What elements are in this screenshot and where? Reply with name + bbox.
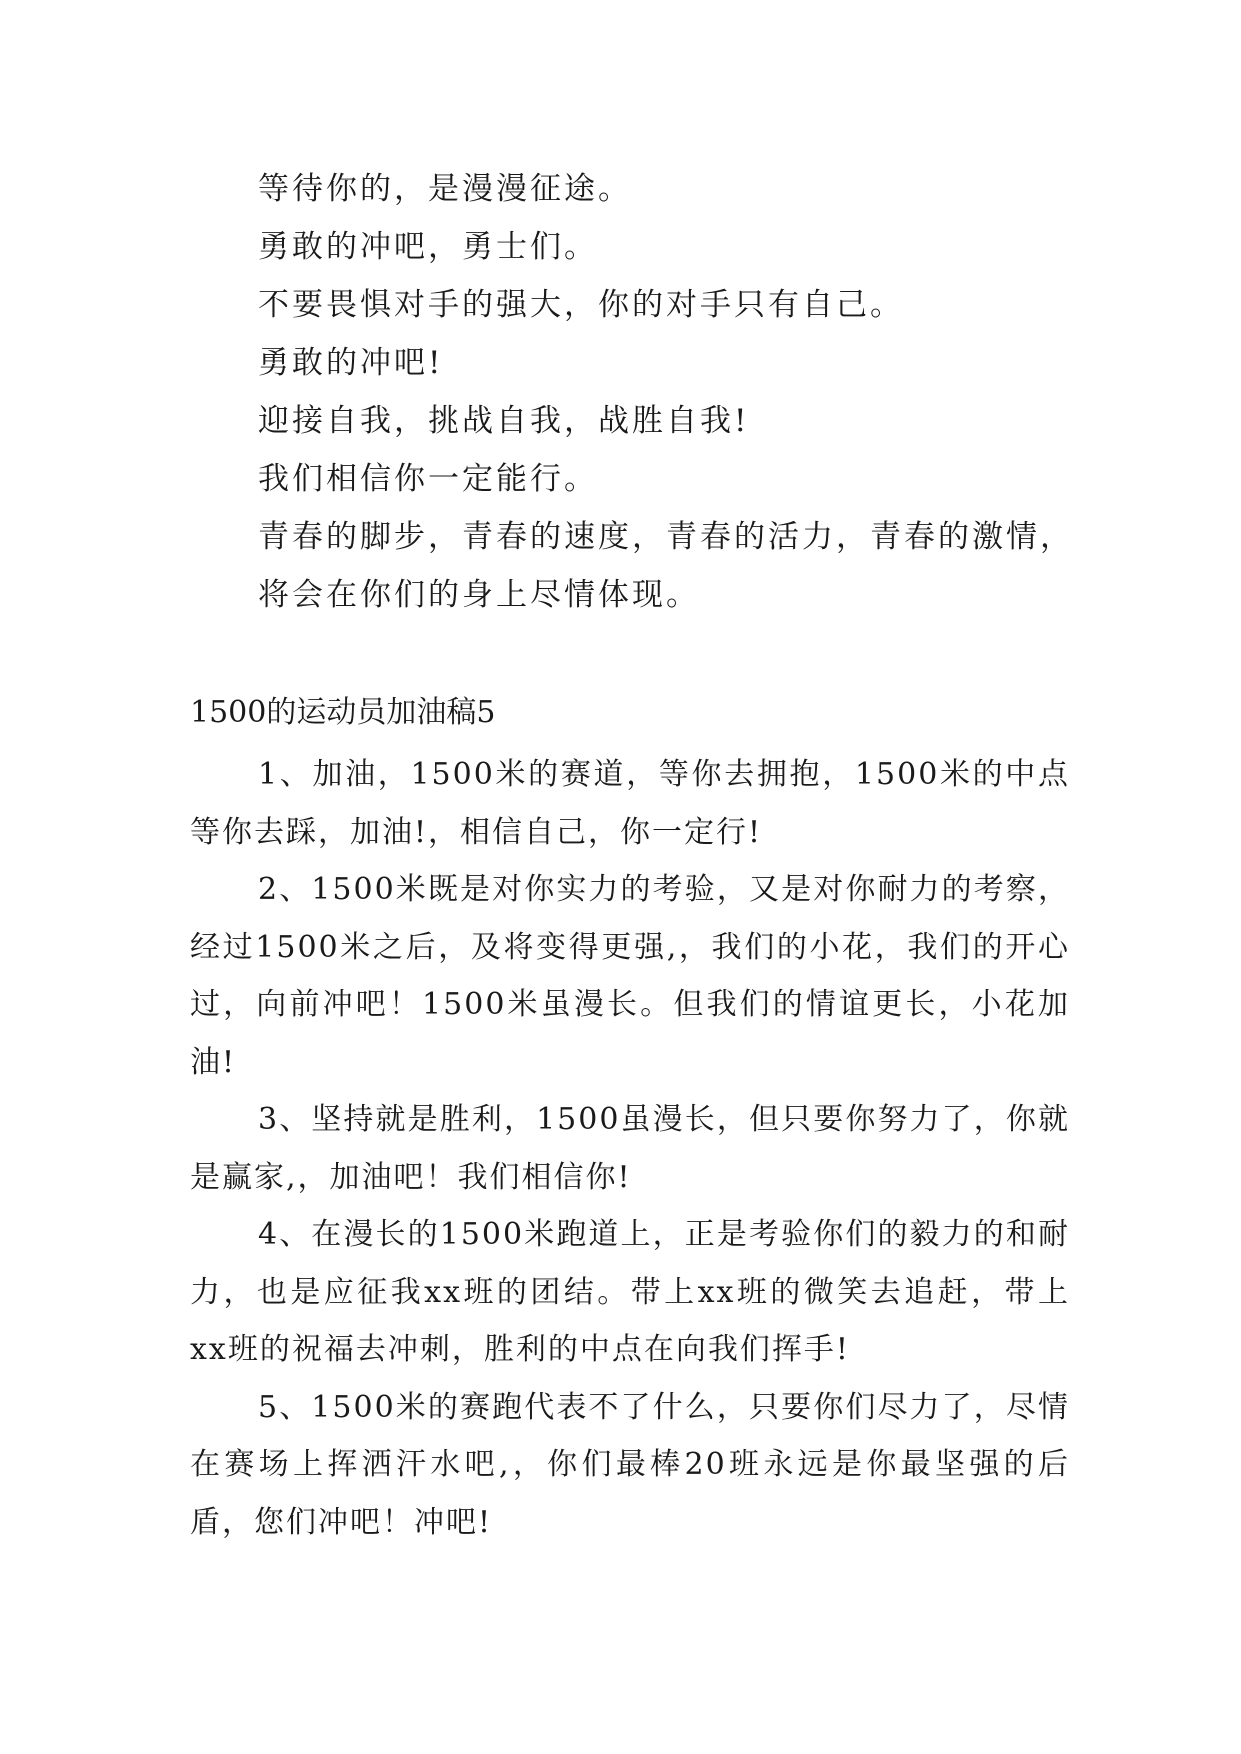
poem-line: 勇敢的冲吧，勇士们。 (258, 229, 598, 265)
cheer-paragraph: 3、坚持就是胜利，1500虽漫长，但只要你努力了，你就是赢家,，加油吧！我们相信你! (190, 1102, 1070, 1195)
poem-line: 将会在你们的身上尽情体现。 (258, 577, 700, 613)
poem-line: 不要畏惧对手的强大，你的对手只有自己。 (258, 287, 904, 323)
cheer-section (190, 688, 1070, 1551)
poem-line: 我们相信你一定能行。 (258, 461, 598, 497)
poem-line: 勇敢的冲吧! (258, 345, 444, 381)
cheer-paragraph: 1、加油，1500米的赛道，等你去拥抱，1500米的中点等你去踩，加油!，相信自己，你一定行! (190, 757, 1070, 850)
cheer-paragraph: 5、1500米的赛跑代表不了什么，只要你们尽力了，尽情在赛场上挥洒汗水吧,，你们最棒20班永远是你最坚强的后盾，您们冲吧！冲吧! (190, 1389, 1070, 1540)
poem-line: 青春的脚步，青春的速度，青春的活力，青春的激情， (258, 519, 1074, 555)
section-title: 1500的运动员加油稿5 (190, 695, 496, 730)
cheer-paragraph: 4、在漫长的1500米跑道上，正是考验你们的毅力的和耐力，也是应征我xx班的团结。带上xx班的微笑去追赶，带上xx班的祝福去冲刺，胜利的中点在向我们挥手! (190, 1217, 1070, 1367)
poem-block (258, 160, 1098, 624)
poem-line: 等待你的，是漫漫征途。 (258, 171, 632, 207)
poem-line: 迎接自我，挑战自我，战胜自我! (258, 403, 750, 439)
cheer-paragraph: 2、1500米既是对你实力的考验，又是对你耐力的考察，经过1500米之后，及将变得更强,，我们的小花，我们的开心过，向前冲吧！1500米虽漫长。但我们的情谊更长，小花加油! (190, 872, 1070, 1080)
